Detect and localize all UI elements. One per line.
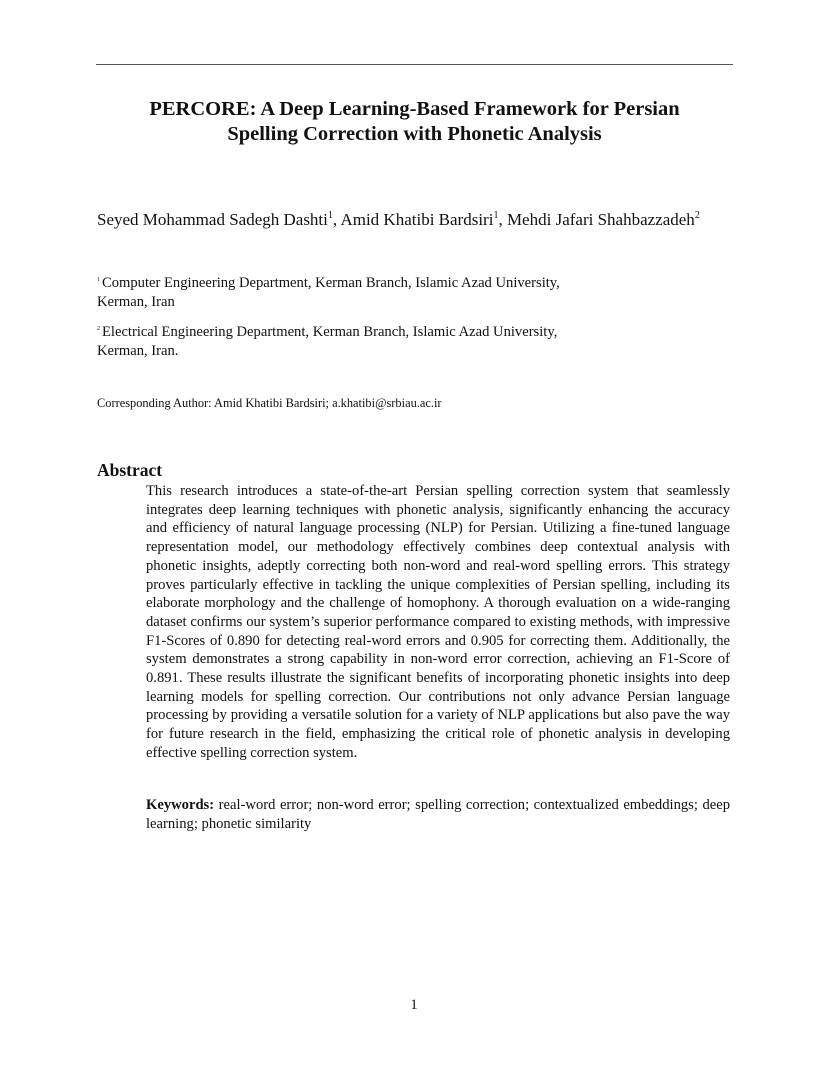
affiliation-marker: 2 bbox=[97, 326, 100, 332]
author-affiliation-marker: 1 bbox=[327, 210, 333, 221]
affiliation-line: Kerman, Iran. bbox=[97, 343, 179, 359]
affiliation-line: Computer Engineering Department, Kerman Branch, Islamic Azad University, bbox=[102, 275, 560, 291]
abstract-text: This research introduces a state-of-the-art Persian spelling correction system that seamlessly integrates deep learning techniques with phonetic analysis, significantly enhancing the accuracy and efficiency of natural language processing (NLP) for Persian. Utilizing a fine-tuned language representation model, our methodology effectively combines deep contextual analysis with phonetic insights, adeptly correcting both non-word and real-word spelling errors. This strategy proves particularly effective in tackling the unique complexities of Persian spelling, including its elaborate morphology and the challenge of homophony. A thorough evaluation on a wide-ranging dataset confirms our system’s superior performance compared to existing methods, with impressive F1-Scores of 0.890 for detecting real-word errors and 0.905 for correcting them. Additionally, the system demonstrates a strong capability in non-word error correction, achieving an F1-Score of 0.891. These results illustrate the significant benefits of incorporating phonetic insights into deep learning models for spelling correction. Our contributions not only advance Persian language processing by providing a versatile solution for a variety of NLP applications but also pave the way for future research in the field, emphasizing the critical role of phonetic analysis in developing effective spelling correction system. bbox=[146, 483, 730, 761]
keywords-label: Keywords: bbox=[146, 797, 215, 813]
affiliation-marker: 1 bbox=[97, 277, 100, 283]
author-name: Amid Khatibi Bardsiri bbox=[340, 210, 494, 229]
title-line-2: Spelling Correction with Phonetic Analysis bbox=[227, 123, 602, 145]
author-affiliation-marker: 1 bbox=[493, 210, 499, 221]
author-separator: , bbox=[332, 210, 341, 229]
author-affiliation-marker: 2 bbox=[694, 210, 700, 221]
author-name: Seyed Mohammad Sadegh Dashti bbox=[97, 210, 328, 229]
title-line-1: PERCORE: A Deep Learning-Based Framework for Persian bbox=[149, 98, 680, 120]
corresponding-author: Corresponding Author: Amid Khatibi Bardsiri; a.khatibi@srbiau.ac.ir bbox=[97, 396, 442, 410]
affiliation-line: Kerman, Iran bbox=[97, 294, 175, 310]
page-number: 1 bbox=[410, 997, 418, 1013]
affiliation-1 bbox=[97, 274, 657, 312]
author-list bbox=[97, 208, 717, 232]
affiliation-2 bbox=[97, 323, 657, 361]
paper-title bbox=[96, 97, 733, 147]
author-separator: , bbox=[498, 210, 507, 229]
keywords-text: real-word error; non-word error; spelling correction; contextualized embeddings; deep learning; phonetic similarity bbox=[146, 797, 730, 832]
affiliation-line: Electrical Engineering Department, Kerman Branch, Islamic Azad University, bbox=[102, 324, 558, 340]
author-name: Mehdi Jafari Shahbazzadeh bbox=[506, 210, 695, 229]
abstract-heading: Abstract bbox=[97, 460, 163, 480]
keywords bbox=[146, 796, 730, 833]
header-rule bbox=[96, 64, 733, 65]
